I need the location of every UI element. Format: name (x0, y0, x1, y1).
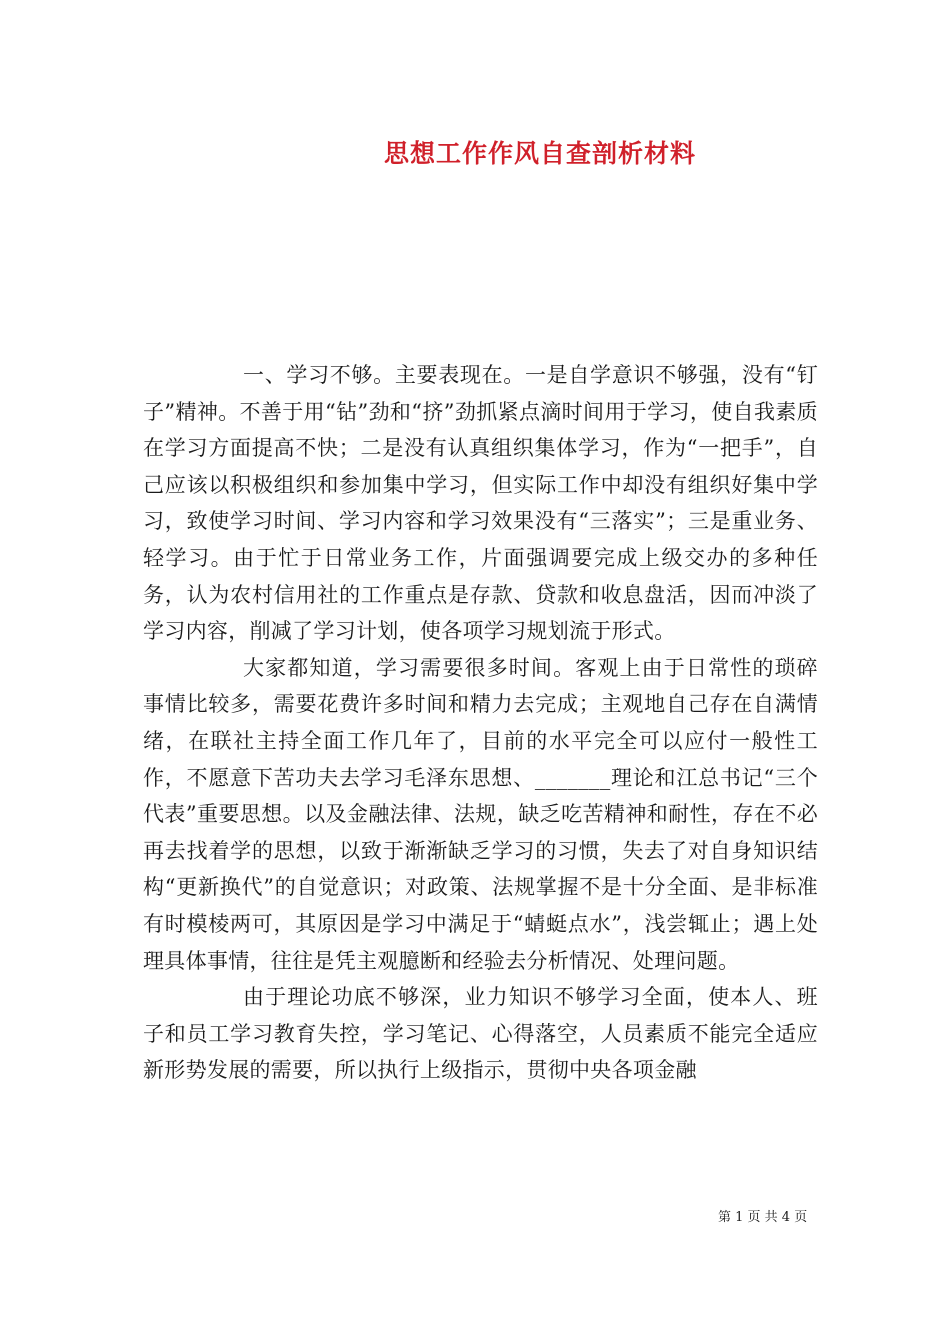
page-number-footer: 第 1 页 共 4 页 (718, 1210, 808, 1225)
document-body (143, 357, 818, 1089)
paragraph-2: 大家都知道，学习需要很多时间。客观上由于日常性的琐碎事情比较多，需要花费许多时间和精力去完成；主观地自己存在自满情绪，在联社主持全面工作几年了，目前的水平完全可以应付一般性工作，不愿意下苦功夫去学习毛泽东思想、_______理论和江总书记“三个代表”重要思想。以及金融法律、法规，缺乏吃苦精神和耐性，存在不必再去找着学的思想，以致于渐渐缺乏学习的习惯，失去了对自身知识结构“更新换代”的自觉意识；对政策、法规掌握不是十分全面、是非标准有时模棱两可，其原因是学习中满足于“蜻蜓点水”，浅尝辄止；遇上处理具体事情，往往是凭主观臆断和经验去分析情况、处理问题。 (143, 655, 818, 973)
paragraph-3: 由于理论功底不够深，业力知识不够学习全面，使本人、班子和员工学习教育失控，学习笔记、心得落空，人员素质不能完全适应新形势发展的需要，所以执行上级指示，贯彻中央各项金融 (143, 985, 818, 1083)
paragraph-1: 一、学习不够。主要表现在。一是自学意识不够强，没有“钉子”精神。不善于用“钻”劲和“挤”劲抓紧点滴时间用于学习，使自我素质在学习方面提高不快；二是没有认真组织集体学习，作为“一把手”，自己应该以积极组织和参加集中学习，但实际工作中却没有组织好集中学习，致使学习时间、学习内容和学习效果没有“三落实”；三是重业务、轻学习。由于忙于日常业务工作，片面强调要完成上级交办的多种任务，认为农村信用社的工作重点是存款、贷款和收息盘活，因而冲淡了学习内容，削减了学习计划，使各项学习规划流于形式。 (143, 363, 818, 644)
page-title: 思想工作作风自查剖析材料 (383, 139, 696, 168)
